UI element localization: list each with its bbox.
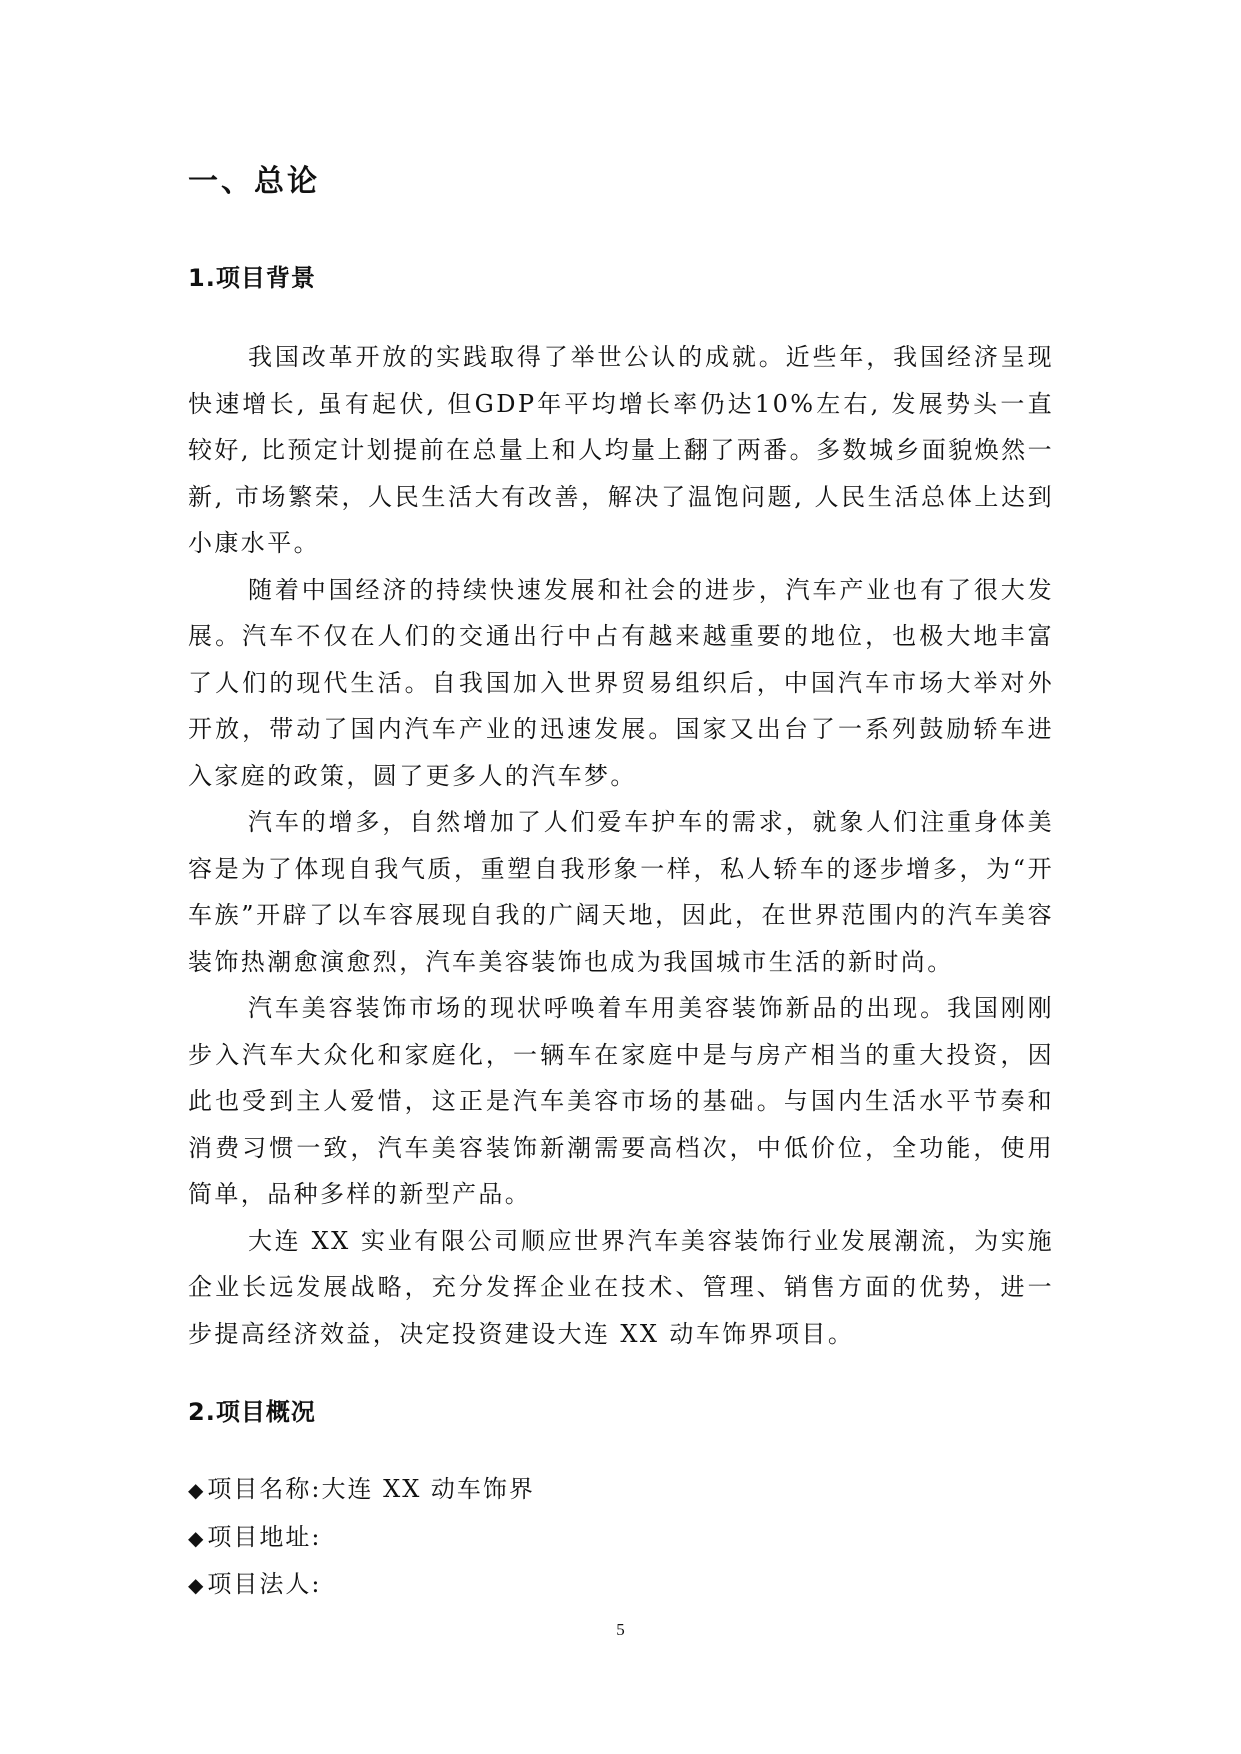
paragraph: 汽车美容装饰市场的现状呼唤着车用美容装饰新品的出现。我国刚刚步入汽车大众化和家庭化，一辆车在家庭中是与房产相当的重大投资，因此也受到主人爱惜，这正是汽车美容市场的基础。与国内生活水平节奏和消费习惯一致，汽车美容装饰新潮需要高档次，中低价位，全功能，使用简单，品种多样的新型产品。: [188, 994, 1054, 1208]
project-overview-list: [188, 1466, 535, 1609]
list-item-text: 项目法人:: [207, 1570, 322, 1598]
list-item: [188, 1466, 535, 1514]
diamond-bullet-icon: ◆: [188, 1525, 206, 1550]
section-title-project-background: 1.项目背景: [188, 264, 316, 292]
section-title-project-overview: 2.项目概况: [188, 1398, 316, 1426]
page-number: 5: [616, 1620, 625, 1639]
paragraph: 汽车的增多，自然增加了人们爱车护车的需求，就象人们注重身体美容是为了体现自我气质，重塑自我形象一样，私人轿车的逐步增多，为“开车族”开辟了以车容展现自我的广阔天地，因此，在世界范围内的汽车美容装饰热潮愈演愈烈，汽车美容装饰也成为我国城市生活的新时尚。: [188, 808, 1054, 976]
diamond-bullet-icon: ◆: [188, 1478, 206, 1502]
list-item-text: 项目名称:大连 XX 动车饰界: [207, 1475, 535, 1503]
list-item: [188, 1561, 535, 1609]
list-item: [188, 1514, 535, 1562]
diamond-bullet-icon: ◆: [188, 1573, 206, 1597]
chapter-title: 一、总论: [188, 164, 320, 199]
list-item-text: 项目地址:: [207, 1522, 322, 1551]
project-background-body: [188, 334, 1054, 1357]
paragraph: 随着中国经济的持续快速发展和社会的进步，汽车产业也有了很大发展。汽车不仅在人们的交通出行中占有越来越重要的地位，也极大地丰富了人们的现代生活。自我国加入世界贸易组织后，中国汽车市场大举对外开放，带动了国内汽车产业的迅速发展。国家又出台了一系列鼓励轿车进入家庭的政策，圆了更多人的汽车梦。: [188, 575, 1054, 790]
paragraph: 我国改革开放的实践取得了举世公认的成就。近些年，我国经济呈现快速增长, 虽有起伏, 但GDP年平均增长率仍达10%左右, 发展势头一直较好, 比预定计划提前在总量上和人均量上翻了两番。多数城乡面貌焕然一新, 市场繁荣，人民生活大有改善，解决了温饱问题, 人民生活总体上达到小康水平。: [188, 343, 1054, 557]
paragraph: 大连 XX 实业有限公司顺应世界汽车美容装饰行业发展潮流，为实施企业长远发展战略，充分发挥企业在技术、管理、销售方面的优势，进一步提高经济效益，决定投资建设大连 XX 动车饰界项目。: [188, 1226, 1054, 1348]
